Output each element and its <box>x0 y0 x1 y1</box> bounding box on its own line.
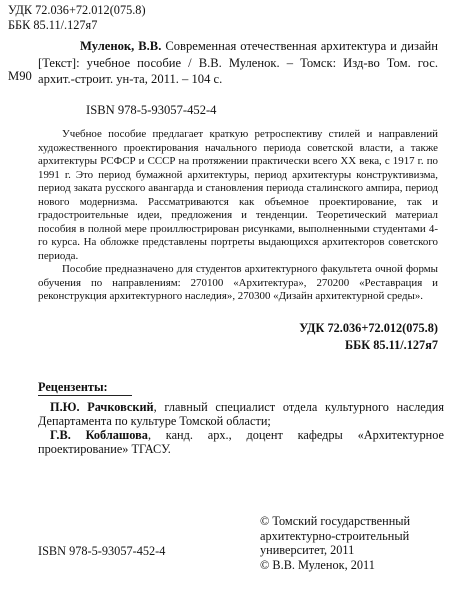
abstract-paragraph: Пособие предназначено для студентов архитектурного факультета очной формы обучения по направлениям: 270100 «Архитектура», 270200 «Реставрация и реконструкция архитектурного наследия», 270300 «Дизайн архитектурной среды». <box>38 263 438 302</box>
reviewer-name: П.Ю. Рачковский <box>50 400 154 414</box>
footer-isbn: ISBN 978-5-93057-452-4 <box>38 544 166 558</box>
abstract <box>38 128 438 304</box>
author-mark: М90 <box>8 69 32 83</box>
reviewer-name: Г.В. Коблашова <box>50 428 148 442</box>
header-udk: УДК 72.036+72.012(075.8) <box>8 3 146 17</box>
reviewer-details: , главный специалист отдела культурного наследия Департамента по культуре Томской области; <box>38 400 444 428</box>
abstract-paragraph: Учебное пособие предлагает краткую ретроспективу стилей и направлений художественного проектирования начального периода советской власти, а также архитектуры РСФСР и СССР на протяжении практически всего XX века, с 1917 г. по 1991 г. Это период бумажной архитектуры, период архитектуры конструктивизма, период заката русского авангарда и становления периода сталинского ампира, период нового модернизма. Рассматриваются как объемное проектирование, так и градостроительные идеи, предложения и тенденции. Теоретический материал пособия в полной мере проиллюстрирован рисунками, выполненными студентами 4-го курса. На обложке представлены портреты выдающихся архитекторов советского периода. <box>38 128 438 262</box>
catalog-author: Муленок, В.В. <box>80 39 162 53</box>
reviewer-entry <box>38 400 444 428</box>
header-bbk: ББК 85.11/.127я7 <box>8 18 98 32</box>
catalog-isbn: ISBN 978-5-93057-452-4 <box>86 103 217 117</box>
reviewer-entry <box>38 428 444 456</box>
classification-bbk: ББК 85.11/.127я7 <box>345 338 438 352</box>
reviewers-heading: Рецензенты: <box>38 380 108 394</box>
catalog-description: Современная отечественная архитектура и дизайн [Текст]: учебное пособие / В.В. Муленок. – Томск: Изд-во Том. гос. архит.-строит. ун-та, 2011. – 104 с. <box>38 39 439 86</box>
copyright-university: © Томский государственный архитектурно-строительный университет, 2011 <box>260 514 411 557</box>
reviewer-details: , канд. арх., доцент кафедры «Архитектурное проектирование» ТГАСУ. <box>38 428 444 456</box>
copyright-block <box>260 514 440 572</box>
classification-udk: УДК 72.036+72.012(075.8) <box>299 321 438 335</box>
copyright-author: © В.В. Муленок, 2011 <box>260 557 375 572</box>
catalog-entry <box>38 38 438 88</box>
reviewers-rule <box>38 395 132 396</box>
